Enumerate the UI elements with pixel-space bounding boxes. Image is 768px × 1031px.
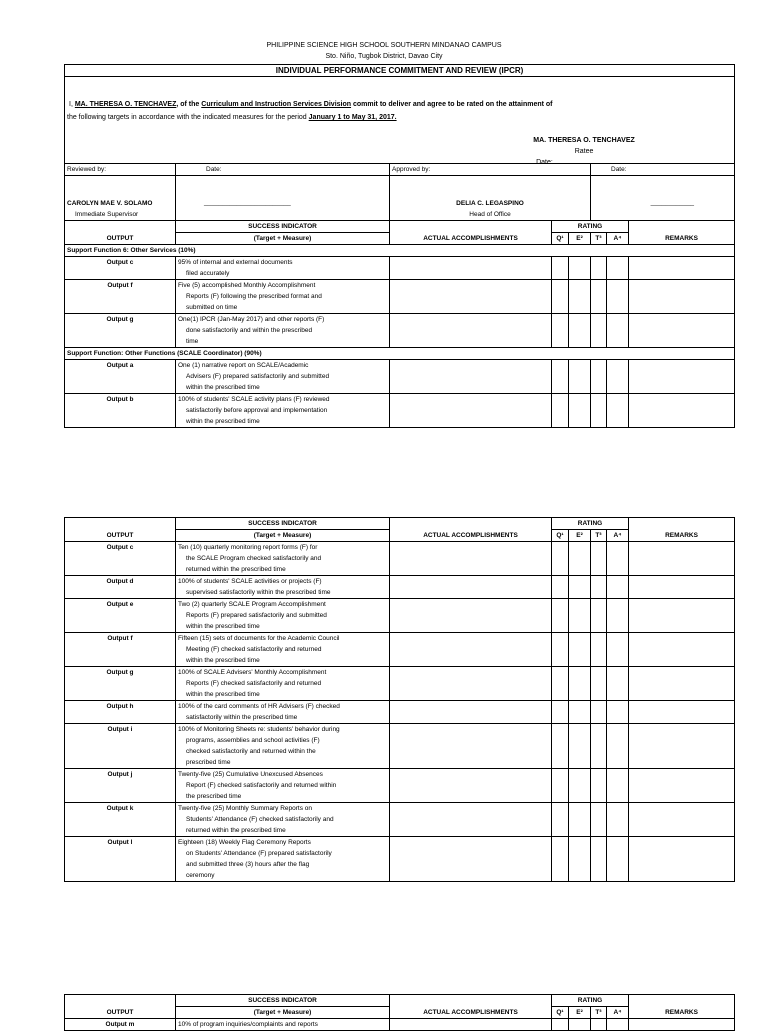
indicator-line: checked satisfactorily and returned within the (186, 748, 316, 755)
indicator-line: ceremony (186, 872, 215, 879)
a-cell (607, 701, 629, 724)
indicator-line: returned within the prescribed time (186, 566, 286, 573)
indicator-line: and submitted three (3) hours after the flag (186, 861, 310, 868)
t-cell (591, 360, 607, 394)
intro-mid1: , of the (176, 101, 200, 108)
success-indicator-cell (176, 769, 390, 803)
indicator-line: 95% of internal and external documents (178, 259, 293, 266)
success-indicator-cell (176, 837, 390, 882)
t-cell (591, 803, 607, 837)
remarks-cell (629, 803, 735, 837)
indicator-line: Meeting (F) checked satisfactorily and returned (186, 646, 322, 653)
indicator-line: satisfactorily before approval and implementation (186, 407, 328, 414)
a-cell (607, 837, 629, 882)
q-cell (552, 701, 569, 724)
intro-line2 (67, 112, 553, 123)
indicator-line: Twenty-five (25) Cumulative Unexcused Absences (178, 771, 323, 778)
remarks-cell (629, 667, 735, 701)
period: January 1 to May 31, 2017. (308, 114, 397, 121)
e-cell (569, 667, 591, 701)
p3-remarks (629, 1019, 735, 1031)
p3-col-a: A⁴ (607, 1007, 629, 1019)
actual-cell (390, 394, 552, 428)
p3-col-success1: SUCCESS INDICATOR (176, 995, 390, 1007)
approver-date-label: Date: (591, 164, 735, 176)
indicator-line: Report (F) checked satisfactorily and returned within (186, 782, 337, 789)
indicator-line: time (186, 338, 199, 345)
col-success2: (Target + Measure) (176, 233, 390, 245)
p2-col-e: E² (569, 530, 591, 542)
t-cell (591, 257, 607, 280)
p3-output: Output m (65, 1019, 176, 1031)
q-cell (552, 837, 569, 882)
table-row (65, 633, 735, 667)
success-indicator-cell (176, 576, 390, 599)
actual-cell (390, 360, 552, 394)
output-cell: Output d (65, 576, 176, 599)
q-cell (552, 314, 569, 348)
indicator-line: Reports (F) prepared satisfactorily and submitted (186, 612, 327, 619)
q-cell (552, 724, 569, 769)
ratee-name: MA. THERESA O. TENCHAVEZ (533, 137, 635, 144)
a-cell (607, 394, 629, 428)
p3-q (552, 1019, 569, 1031)
success-indicator-cell (176, 599, 390, 633)
form-title: INDIVIDUAL PERFORMANCE COMMITMENT AND REVIEW (IPCR) (65, 65, 735, 77)
e-cell (569, 803, 591, 837)
indicator-line: on Students' Attendance (F) prepared satisfactorily (186, 850, 332, 857)
p3-actual (390, 1019, 552, 1031)
q-cell (552, 769, 569, 803)
q-cell (552, 803, 569, 837)
output-cell: Output b (65, 394, 176, 428)
output-cell: Output g (65, 667, 176, 701)
col-remarks: REMARKS (629, 221, 735, 245)
page2-rows (65, 542, 735, 882)
section2-rows (65, 360, 735, 428)
indicator-line: Two (2) quarterly SCALE Program Accomplishment (178, 601, 326, 608)
table-row (65, 599, 735, 633)
p3-t (591, 1019, 607, 1031)
output-cell: Output f (65, 633, 176, 667)
indicator-line: Ten (10) quarterly monitoring report forms (F) for (178, 544, 318, 551)
success-indicator-cell (176, 667, 390, 701)
indicator-line: satisfactorily within the prescribed time (186, 714, 298, 721)
p3-col-t: T³ (591, 1007, 607, 1019)
actual-cell (390, 724, 552, 769)
ratee-date-label: Date: (536, 159, 553, 164)
remarks-cell (629, 576, 735, 599)
indicator-line: Five (5) accomplished Monthly Accomplishment (178, 282, 316, 289)
approved-by-label: Approved by: (390, 164, 591, 176)
indicator-line: prescribed time (186, 759, 231, 766)
table-row (65, 542, 735, 576)
a-cell (607, 257, 629, 280)
ipcr-table-page1 (64, 64, 735, 428)
t-cell (591, 633, 607, 667)
reviewer-date-label: Date: (176, 164, 390, 176)
success-indicator-cell (176, 803, 390, 837)
approver-date-line: ____________ (591, 176, 735, 221)
success-indicator-cell (176, 314, 390, 348)
section1-rows (65, 257, 735, 348)
table-row (65, 769, 735, 803)
reviewer-block (65, 176, 176, 221)
indicator-line: filed accurately (186, 270, 230, 277)
section1-heading: Support Function 6: Other Services (10%) (65, 245, 735, 257)
e-cell (569, 837, 591, 882)
p2-col-rating: RATING (552, 518, 629, 530)
table-row (65, 576, 735, 599)
remarks-cell (629, 724, 735, 769)
e-cell (569, 542, 591, 576)
output-cell: Output c (65, 542, 176, 576)
remarks-cell (629, 701, 735, 724)
output-cell: Output g (65, 314, 176, 348)
col-e: E² (569, 233, 591, 245)
indicator-line: within the prescribed time (186, 691, 260, 698)
success-indicator-cell (176, 633, 390, 667)
p2-col-a: A⁴ (607, 530, 629, 542)
col-t: T³ (591, 233, 607, 245)
indicator-line: Reports (F) checked satisfactorily and returned (186, 680, 322, 687)
p3-col-q: Q¹ (552, 1007, 569, 1019)
col-rating: RATING (552, 221, 629, 233)
p2-col-q: Q¹ (552, 530, 569, 542)
section2-heading: Support Function: Other Functions (SCALE Coordinator) (90%) (65, 348, 735, 360)
ipcr-table-page2 (64, 517, 735, 882)
indicator-line: within the prescribed time (186, 418, 260, 425)
reviewer-name: CAROLYN MAE V. SOLAMO (67, 200, 153, 207)
remarks-cell (629, 633, 735, 667)
indicator-line: done satisfactorily and within the prescribed (186, 327, 313, 334)
e-cell (569, 769, 591, 803)
school-name: PHILIPPINE SCIENCE HIGH SCHOOL SOUTHERN MINDANAO CAMPUS (266, 42, 502, 49)
remarks-cell (629, 542, 735, 576)
e-cell (569, 576, 591, 599)
q-cell (552, 667, 569, 701)
intro-line1 (67, 99, 553, 110)
remarks-cell (629, 599, 735, 633)
indicator-line: One (1) narrative report on SCALE/Academic (178, 362, 309, 369)
table-row (65, 394, 735, 428)
p2-col-remarks: REMARKS (629, 518, 735, 542)
indicator-line: 100% of the card comments of HR Advisers (F) checked (178, 703, 340, 710)
indicator-line: within the prescribed time (186, 623, 260, 630)
indicator-line: 100% of students' SCALE activity plans (F) reviewed (178, 396, 330, 403)
indicator-line: submitted on time (186, 304, 238, 311)
actual-cell (390, 314, 552, 348)
p3-col-rating: RATING (552, 995, 629, 1007)
e-cell (569, 257, 591, 280)
output-cell: Output k (65, 803, 176, 837)
q-cell (552, 576, 569, 599)
p2-col-output: OUTPUT (65, 518, 176, 542)
indicator-line: 100% of students' SCALE activities or projects (F) (178, 578, 322, 585)
success-indicator-cell (176, 280, 390, 314)
output-cell: Output e (65, 599, 176, 633)
remarks-cell (629, 394, 735, 428)
t-cell (591, 394, 607, 428)
p3-a (607, 1019, 629, 1031)
p2-col-actual: ACTUAL ACCOMPLISHMENTS (390, 518, 552, 542)
indicator-line: Reports (F) following the prescribed format and (186, 293, 322, 300)
e-cell (569, 394, 591, 428)
remarks-cell (629, 280, 735, 314)
t-cell (591, 837, 607, 882)
indicator-line: supervised satisfactorily within the prescribed time (186, 589, 331, 596)
p3-col-e: E² (569, 1007, 591, 1019)
p3-e (569, 1019, 591, 1031)
output-cell: Output a (65, 360, 176, 394)
t-cell (591, 576, 607, 599)
q-cell (552, 633, 569, 667)
remarks-cell (629, 769, 735, 803)
indicator-line: One(1) IPCR (Jan-May 2017) and other reports (F) (178, 316, 325, 323)
remarks-cell (629, 837, 735, 882)
table-row (65, 667, 735, 701)
indicator-line: programs, assemblies and school activities (F) (186, 737, 320, 744)
table-row (65, 803, 735, 837)
intro-prefix: I, (69, 101, 73, 108)
a-cell (607, 280, 629, 314)
success-indicator-cell (176, 394, 390, 428)
a-cell (607, 599, 629, 633)
col-output: OUTPUT (65, 221, 176, 245)
table-row (65, 837, 735, 882)
ratee-label: Ratee (574, 148, 594, 155)
indicator-line: Eighteen (18) Weekly Flag Ceremony Reports (178, 839, 311, 846)
reviewed-by-label: Reviewed by: (65, 164, 176, 176)
table-row (65, 257, 735, 280)
indicator-line: within the prescribed time (186, 384, 260, 391)
q-cell (552, 542, 569, 576)
intro-mid2: commit to deliver and agree to be rated on the attainment of (352, 101, 553, 108)
actual-cell (390, 667, 552, 701)
indicator-line: the prescribed time (186, 793, 242, 800)
e-cell (569, 360, 591, 394)
output-cell: Output c (65, 257, 176, 280)
approver-title: Head of Office (469, 211, 511, 218)
indicator-line: within the prescribed time (186, 657, 260, 664)
col-success1: SUCCESS INDICATOR (176, 221, 390, 233)
a-cell (607, 633, 629, 667)
q-cell (552, 394, 569, 428)
actual-cell (390, 599, 552, 633)
p3-col-success2: (Target + Measure) (176, 1007, 390, 1019)
e-cell (569, 633, 591, 667)
p3-indicator: 10% of program inquiries/complaints and reports (176, 1019, 390, 1031)
a-cell (607, 667, 629, 701)
table-row (65, 280, 735, 314)
e-cell (569, 701, 591, 724)
output-cell: Output h (65, 701, 176, 724)
p2-col-success1: SUCCESS INDICATOR (176, 518, 390, 530)
approver-block (390, 176, 591, 221)
success-indicator-cell (176, 724, 390, 769)
a-cell (607, 803, 629, 837)
actual-cell (390, 280, 552, 314)
actual-cell (390, 576, 552, 599)
success-indicator-cell (176, 360, 390, 394)
a-cell (607, 724, 629, 769)
reviewer-title: Immediate Supervisor (75, 211, 139, 218)
indicator-line: Advisers (F) prepared satisfactorily and submitted (186, 373, 330, 380)
table-row (65, 701, 735, 724)
a-cell (607, 769, 629, 803)
a-cell (607, 542, 629, 576)
indicator-line: Twenty-five (25) Monthly Summary Reports on (178, 805, 313, 812)
division-name: Curriculum and Instruction Services Division (201, 101, 352, 108)
table-row (65, 360, 735, 394)
actual-cell (390, 633, 552, 667)
output-cell: Output i (65, 724, 176, 769)
p3-col-output: OUTPUT (65, 995, 176, 1019)
reviewer-date-line: ________________________ (176, 176, 390, 221)
remarks-cell (629, 314, 735, 348)
indicator-line: the SCALE Program checked satisfactorily and (186, 555, 322, 562)
approver-name: DELIA C. LEGASPINO (456, 200, 524, 207)
p3-col-remarks: REMARKS (629, 995, 735, 1019)
a-cell (607, 576, 629, 599)
q-cell (552, 280, 569, 314)
t-cell (591, 701, 607, 724)
t-cell (591, 667, 607, 701)
remarks-cell (629, 360, 735, 394)
actual-cell (390, 769, 552, 803)
t-cell (591, 599, 607, 633)
t-cell (591, 542, 607, 576)
e-cell (569, 314, 591, 348)
indicator-line: returned within the prescribed time (186, 827, 286, 834)
col-a: A⁴ (607, 233, 629, 245)
success-indicator-cell (176, 701, 390, 724)
remarks-cell (629, 257, 735, 280)
q-cell (552, 257, 569, 280)
t-cell (591, 314, 607, 348)
a-cell (607, 360, 629, 394)
table-row (65, 314, 735, 348)
indicator-line: Fifteen (15) sets of documents for the Academic Council (178, 635, 340, 642)
p2-col-success2: (Target + Measure) (176, 530, 390, 542)
q-cell (552, 599, 569, 633)
q-cell (552, 360, 569, 394)
actual-cell (390, 803, 552, 837)
ratee-name-inline: MA. THERESA O. TENCHAVEZ (74, 101, 177, 108)
actual-cell (390, 542, 552, 576)
ipcr-table-page3 (64, 994, 735, 1031)
indicator-line: Students' Attendance (F) checked satisfactorily and (186, 816, 334, 823)
output-cell: Output l (65, 837, 176, 882)
indicator-line: 100% of SCALE Advisers' Monthly Accomplishment (178, 669, 327, 676)
indicator-line: 100% of Monitoring Sheets re: students' behavior during (178, 726, 340, 733)
p2-col-t: T³ (591, 530, 607, 542)
school-address: Sto. Niño, Tugbok District, Davao City (325, 53, 443, 60)
intro-line2-text: the following targets in accordance with the indicated measures for the period (67, 114, 307, 121)
table-row (65, 724, 735, 769)
success-indicator-cell (176, 542, 390, 576)
a-cell (607, 314, 629, 348)
t-cell (591, 724, 607, 769)
actual-cell (390, 257, 552, 280)
commitment-block (65, 77, 735, 164)
e-cell (569, 599, 591, 633)
output-cell: Output f (65, 280, 176, 314)
col-actual: ACTUAL ACCOMPLISHMENTS (390, 221, 552, 245)
p3-col-actual: ACTUAL ACCOMPLISHMENTS (390, 995, 552, 1019)
actual-cell (390, 837, 552, 882)
e-cell (569, 280, 591, 314)
e-cell (569, 724, 591, 769)
actual-cell (390, 701, 552, 724)
col-q: Q¹ (552, 233, 569, 245)
t-cell (591, 769, 607, 803)
output-cell: Output j (65, 769, 176, 803)
success-indicator-cell (176, 257, 390, 280)
t-cell (591, 280, 607, 314)
